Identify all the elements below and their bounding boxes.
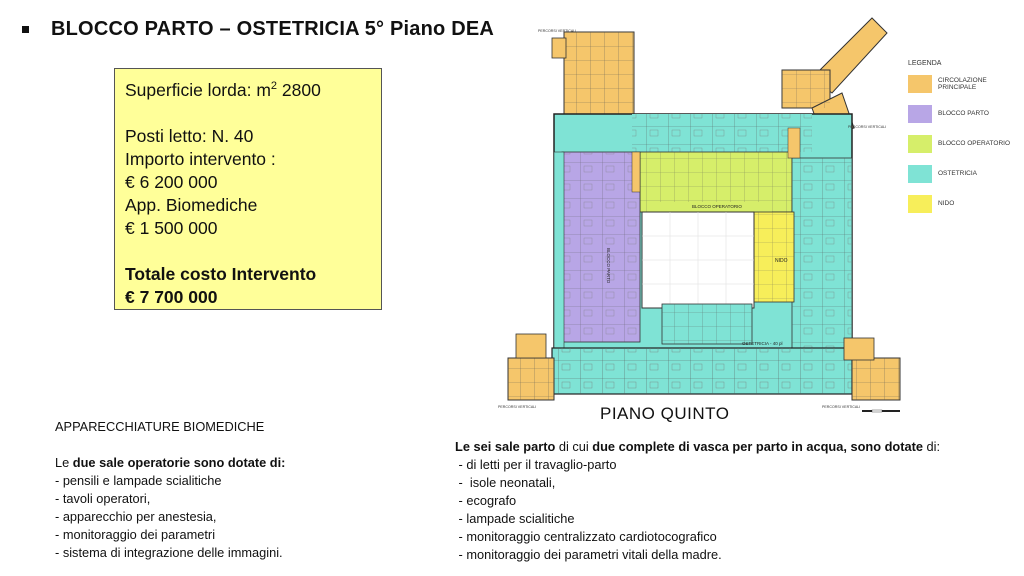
- list-item: - sistema di integrazione delle immagini.: [55, 545, 283, 560]
- posti-letto: Posti letto: N. 40: [125, 125, 254, 146]
- list-item: - monitoraggio dei parametri: [55, 527, 216, 542]
- importo-label: Importo intervento :: [125, 148, 276, 169]
- delivery-rooms-section: [455, 438, 940, 564]
- legend-swatch: [908, 135, 932, 153]
- floor-plan: [492, 18, 912, 409]
- plan-title: PIANO QUINTO: [600, 404, 730, 423]
- percorsi-label-bottom-left: PERCORSI VERTICALI: [498, 405, 537, 409]
- app-biomediche-label: App. Biomediche: [125, 194, 258, 215]
- list-item: - ecografo: [455, 493, 517, 508]
- list-item: - apparecchio per anestesia,: [55, 509, 217, 524]
- section-intro: Le due sale operatorie sono dotate di:: [55, 455, 286, 470]
- cost-summary-box: [114, 68, 382, 310]
- legend-swatch: [908, 105, 932, 123]
- percorsi-label-top-right: PERCORSI VERTICALI: [848, 125, 887, 129]
- biomedical-equipment-section: [55, 418, 285, 562]
- list-item: - monitoraggio dei parametri vitali della madre.: [455, 547, 722, 562]
- legend-item: OSTETRICIA: [908, 163, 1018, 184]
- percorsi-label-top-left: PERCORSI VERTICALI: [538, 29, 577, 33]
- legend-item: BLOCCO OPERATORIO: [908, 133, 1018, 154]
- section-heading: APPARECCHIATURE BIOMEDICHE: [55, 419, 265, 434]
- list-item: - di letti per il travaglio-parto: [455, 457, 617, 472]
- legend-item: CIRCOLAZIONE PRINCIPALE: [908, 73, 1018, 94]
- legend-swatch: [908, 195, 932, 213]
- legend: [908, 60, 1018, 223]
- list-item: - lampade scialitiche: [455, 511, 575, 526]
- app-biomediche-value: € 1 500 000: [125, 217, 218, 238]
- totale-label: Totale costo Intervento: [125, 263, 317, 284]
- nido-label: NIDO: [775, 258, 788, 264]
- title-row: [22, 18, 494, 41]
- section-intro: Le sei sale parto di cui due complete di vasca per parto in acqua, sono dotate di:: [455, 439, 941, 454]
- legend-swatch: [908, 75, 932, 93]
- legend-item: BLOCCO PARTO: [908, 103, 1018, 124]
- percorsi-label-bottom-right: PERCORSI VERTICALI: [822, 405, 861, 409]
- legend-title: LEGENDA: [908, 60, 942, 67]
- ostetricia-label: OSTETRICIA - 40 pl: [742, 341, 783, 346]
- totale-value: € 7 700 000: [125, 286, 218, 307]
- list-item: - pensili e lampade scialitiche: [55, 473, 222, 488]
- scale-bar: [862, 410, 900, 412]
- page-title: BLOCCO PARTO – OSTETRICIA 5° Piano DEA: [51, 18, 495, 40]
- legend-item: NIDO: [908, 193, 1018, 214]
- list-item: - tavoli operatori,: [55, 491, 151, 506]
- list-item: - monitoraggio centralizzato cardiotocografico: [455, 529, 717, 544]
- list-item: - isole neonatali,: [455, 475, 556, 490]
- blocco-parto-label: BLOCCO PARTO: [606, 248, 611, 284]
- blocco-operatorio-label: BLOCCO OPERATORIO: [692, 204, 742, 209]
- bullet-icon: [22, 26, 29, 33]
- superficie-line: Superficie lorda: $m^2$ 2800: [125, 79, 321, 100]
- legend-swatch: [908, 165, 932, 183]
- importo-value: € 6 200 000: [125, 171, 218, 192]
